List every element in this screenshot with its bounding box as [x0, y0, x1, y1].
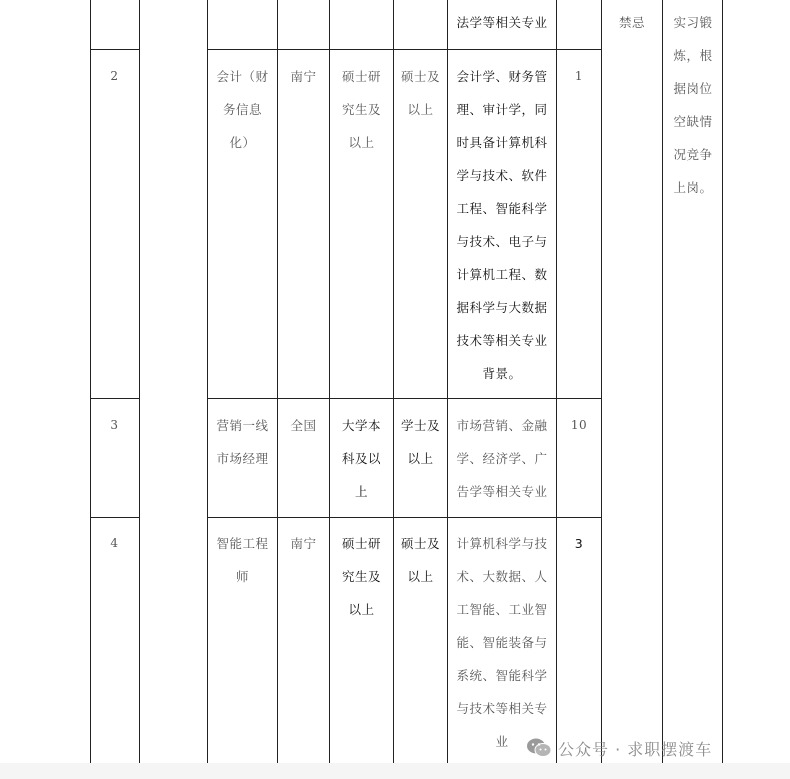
- education-cell: 硕士研 究生及 以上: [341, 536, 381, 617]
- remark-line: 据岗位: [673, 81, 713, 96]
- remark-line: 空缺情: [673, 114, 713, 129]
- major-cell: 市场营销、金融 学、经济学、广 告学等相关专业: [456, 418, 548, 499]
- remark-line: 炼，根: [673, 48, 713, 63]
- table-border: [556, 0, 557, 763]
- table-border: [90, 0, 91, 763]
- degree-cell: 硕士及 以上: [400, 536, 440, 584]
- table-border: [601, 0, 602, 763]
- position-cell: 会计（财 务信息 化）: [216, 69, 269, 150]
- count-cell: 3: [574, 536, 584, 551]
- table-border: [90, 517, 139, 518]
- major-cell: 计算机科学与技 术、大数据、人 工智能、工业智 能、智能装备与 系统、智能科学 与技术等相关专 业: [456, 536, 548, 749]
- location-cell: 全国: [290, 418, 317, 433]
- remark-line: 实习锻: [673, 15, 713, 30]
- location-cell: 南宁: [290, 536, 317, 551]
- row-index: 3: [110, 418, 119, 432]
- wechat-icon: [526, 737, 552, 759]
- watermark: [526, 734, 712, 762]
- remark-cell: [663, 6, 723, 204]
- table-border: [207, 517, 602, 518]
- remark-line: 上岗。: [673, 180, 713, 195]
- row-index: 2: [110, 69, 119, 83]
- watermark-text: 公众号 · 求职摆渡车: [558, 739, 713, 759]
- footer-strip: [0, 763, 790, 779]
- education-cell: 硕士研 究生及 以上: [341, 69, 381, 150]
- major-cell: 法学等相关专业: [456, 15, 548, 30]
- table-border: [207, 49, 602, 50]
- remark-cell: 禁忌: [618, 15, 645, 30]
- position-cell: 智能工程 师: [216, 536, 269, 584]
- count-cell: 1: [574, 69, 584, 83]
- location-cell: 南宁: [290, 69, 317, 84]
- degree-cell: 学士及 以上: [400, 418, 440, 466]
- table-border: [277, 0, 278, 763]
- count-cell: 10: [570, 418, 588, 432]
- position-cell: 营销一线 市场经理: [216, 418, 269, 466]
- degree-cell: 硕士及 以上: [400, 69, 440, 117]
- table-border: [90, 398, 139, 399]
- table-border: [139, 0, 140, 763]
- table-border: [90, 49, 139, 50]
- education-cell: 大学本 科及以 上: [341, 418, 381, 499]
- remark-line: 况竞争: [673, 147, 713, 162]
- table-border: [207, 398, 602, 399]
- row-index: 4: [110, 536, 119, 550]
- major-cell: 会计学、财务管 理、审计学，同 时具备计算机科 学与技术、软件 工程、智能科学 与技术、电子与 计算机工程、数 据科学与大数据 技术等相关专业 背景。: [456, 69, 548, 381]
